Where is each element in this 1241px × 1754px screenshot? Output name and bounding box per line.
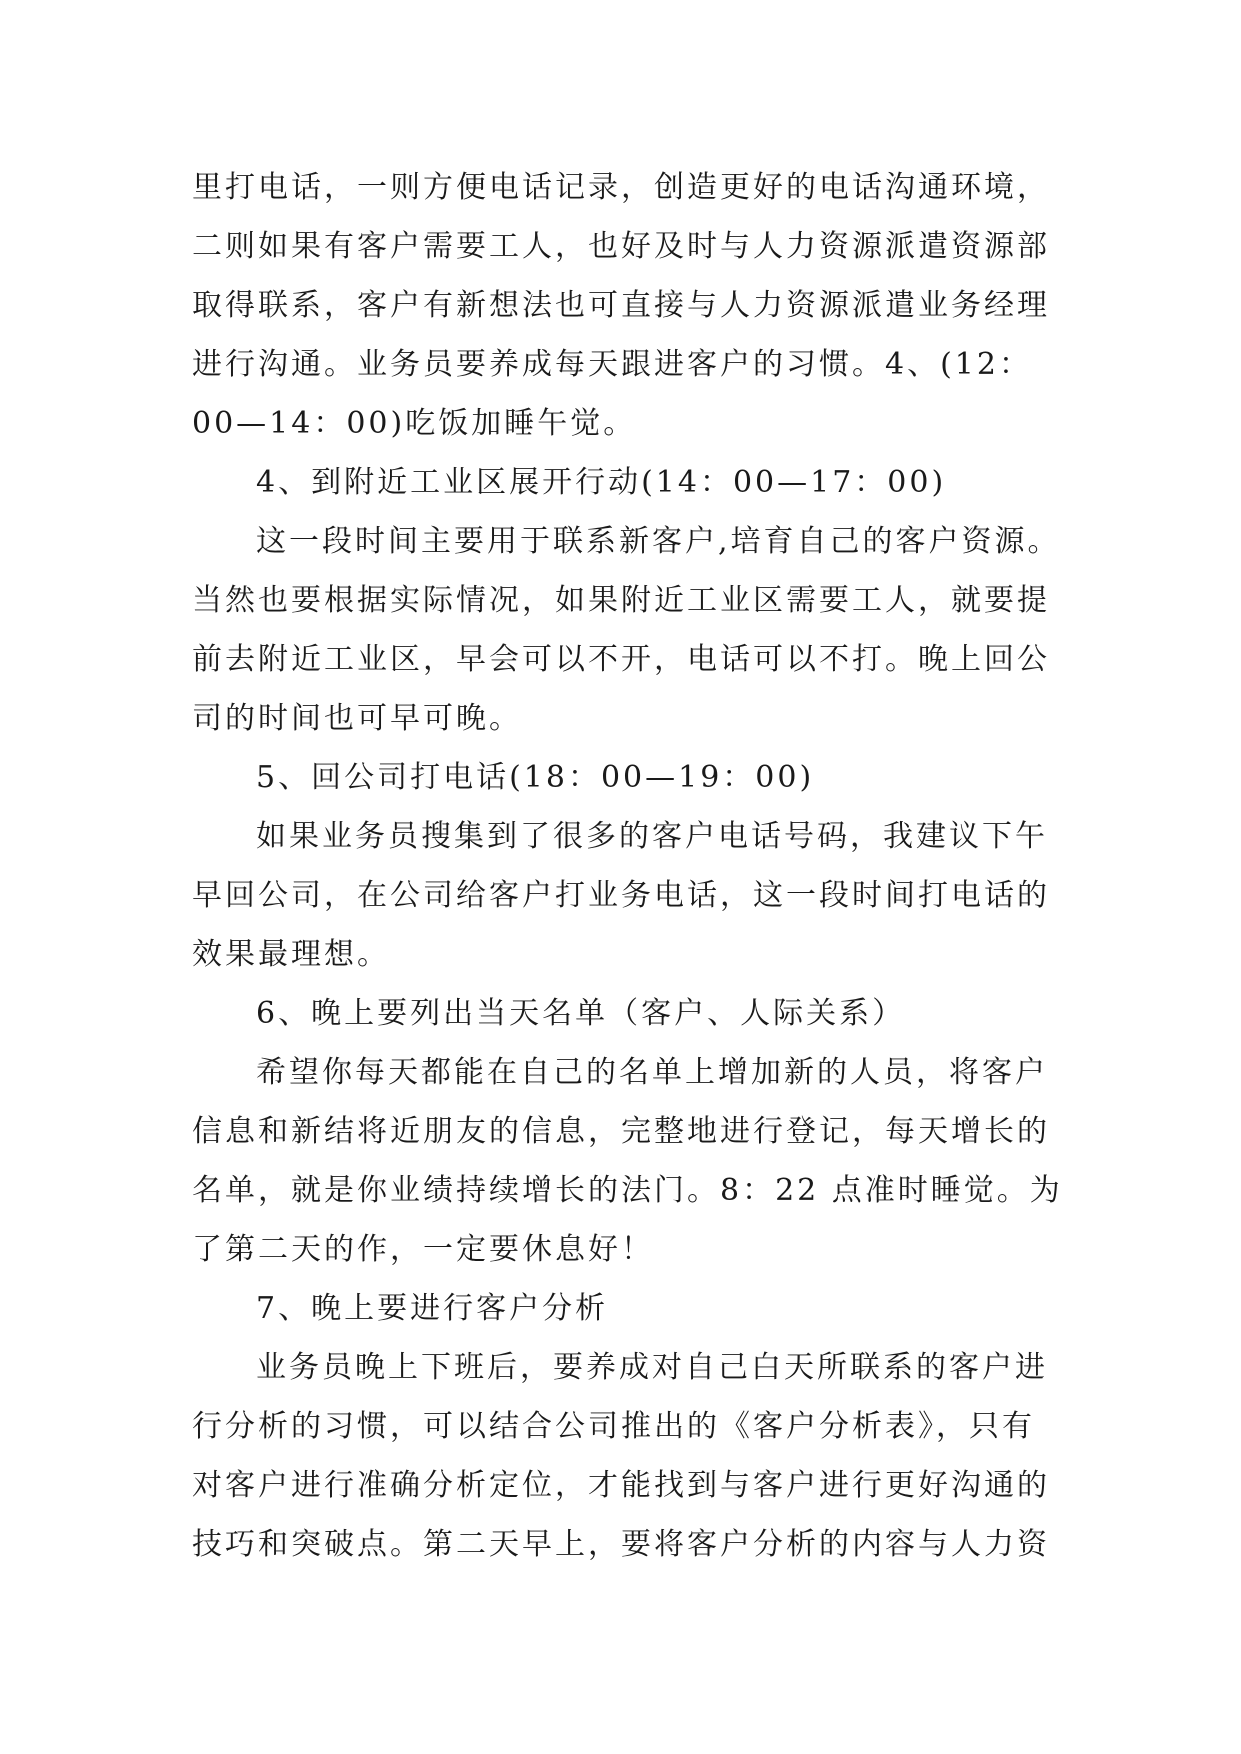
text-line: 了第二天的作，一定要休息好！ [192, 1232, 654, 1267]
text-line: 当然也要根据实际情况，如果附近工业区需要工人，就要提 [192, 583, 1050, 618]
text-line: 技巧和突破点。第二天早上，要将客户分析的内容与人力资 [192, 1527, 1050, 1562]
text-line: 取得联系，客户有新想法也可直接与人力资源派遣业务经理 [192, 288, 1050, 323]
document-body [192, 158, 1063, 1574]
text-line: 里打电话，一则方便电话记录，创造更好的电话沟通环境， [192, 170, 1050, 205]
text-line: 00—14：00)吃饭加睡午觉。 [192, 406, 637, 441]
text-line: 希望你每天都能在自己的名单上增加新的人员，将客户 [256, 1055, 1048, 1090]
text-line: 名单，就是你业绩持续增长的法门。8：22 点准时睡觉。为 [192, 1173, 1063, 1208]
text-line: 效果最理想。 [192, 937, 390, 972]
section-heading: 5、回公司打电话(18：00—19：00) [256, 760, 815, 795]
text-line: 进行沟通。业务员要养成每天跟进客户的习惯。4、(12： [192, 347, 1032, 382]
text-line: 司的时间也可早可晚。 [192, 701, 522, 736]
text-line: 前去附近工业区，早会可以不开，电话可以不打。晚上回公 [192, 642, 1050, 677]
text-line: 如果业务员搜集到了很多的客户电话号码，我建议下午 [256, 819, 1048, 854]
text-line: 行分析的习惯，可以结合公司推出的《客户分析表》，只有 [192, 1409, 1035, 1444]
text-line: 对客户进行准确分析定位，才能找到与客户进行更好沟通的 [192, 1468, 1050, 1503]
text-line: 早回公司，在公司给客户打业务电话，这一段时间打电话的 [192, 878, 1050, 913]
text-line: 信息和新结将近朋友的信息，完整地进行登记，每天增长的 [192, 1114, 1050, 1149]
section-heading: 7、晚上要进行客户分析 [256, 1291, 609, 1326]
text-line: 业务员晚上下班后，要养成对自己白天所联系的客户进 [256, 1350, 1048, 1385]
text-line: 二则如果有客户需要工人，也好及时与人力资源派遣资源部 [192, 229, 1050, 264]
section-heading: 4、到附近工业区展开行动(14：00—17：00) [256, 465, 947, 500]
text-line: 这一段时间主要用于联系新客户,培育自己的客户资源。 [256, 524, 1061, 559]
section-heading: 6、晚上要列出当天名单（客户、人际关系） [256, 996, 906, 1031]
